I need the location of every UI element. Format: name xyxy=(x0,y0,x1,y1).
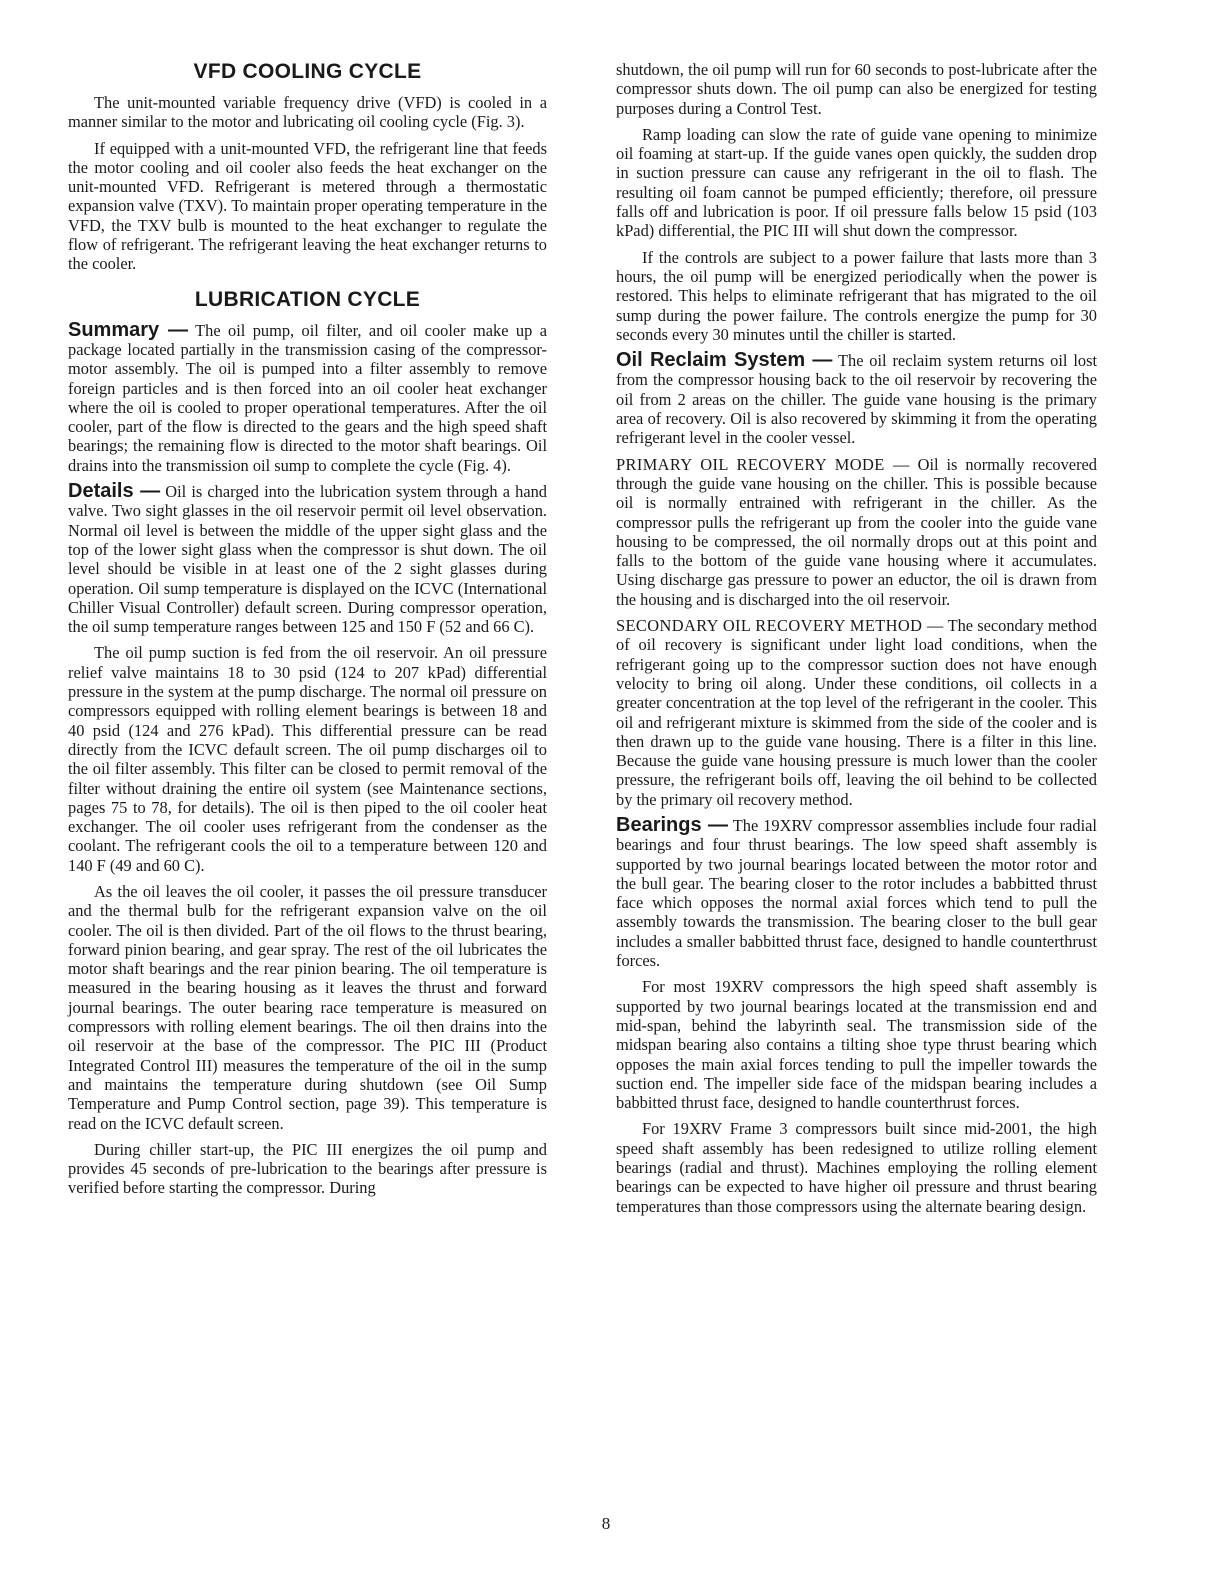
chiller-startup-paragraph: During chiller start-up, the PIC III energizes the oil pump and provides 45 seconds of pre-lubrication to the bearings after pressure is verified before starting the compressor. During xyxy=(68,1139,547,1198)
page-number: 8 xyxy=(601,1514,611,1533)
right-column xyxy=(616,60,1097,1223)
vfd-paragraph-2: If equipped with a unit-mounted VFD, the refrigerant line that feeds the motor cooling and oil cooler also feeds the heat exchanger on the unit-mounted VFD. Refrigerant is metered through a thermostatic expansion valve (TXV). To maintain proper operating temperature in the VFD, the TXV bulb is mounted to the heat exchanger to regulate the flow of refrigerant. The refrigerant leaving the heat exchanger returns to the cooler. xyxy=(68,138,547,274)
primary-recovery-paragraph xyxy=(616,455,1097,609)
left-column xyxy=(68,60,547,1205)
primary-recovery-text: Oil is normally recovered through the guide vane housing on the chiller. This is possible because oil is normally entrained with refrigerant in the chiller. As the compressor pulls the refrigerant up from the cooler into the guide vane housing to be compressed, the oil normally drops out at this point and falls to the bottom of the guide vane housing where it accumulates. Using discharge gas pressure to power an eductor, the oil is drawn from the housing and is discharged into the oil reservoir. xyxy=(616,454,1098,609)
vfd-cooling-cycle-heading: VFD COOLING CYCLE xyxy=(193,60,422,83)
bearings-title: Bearings — xyxy=(616,813,729,836)
primary-recovery-title: PRIMARY OIL RECOVERY MODE — xyxy=(616,454,910,474)
oil-reclaim-text: The oil reclaim system returns oil lost from the compressor housing back to the oil reservoir by recovering the oil from 2 areas on the chiller. The guide vane housing is the primary area of recovery. Oil is also recovered by skimming it from the operating refrigerant level in the cooler vessel. xyxy=(616,351,1097,448)
details-paragraph xyxy=(68,482,547,636)
summary-paragraph xyxy=(68,318,547,475)
vfd-paragraph-1: The unit-mounted variable frequency drive (VFD) is cooled in a manner similar to the motor and lubricating oil cooling cycle (Fig. 3). xyxy=(68,93,547,132)
secondary-recovery-title: SECONDARY OIL RECOVERY METHOD — xyxy=(616,616,944,636)
power-failure-paragraph: If the controls are subject to a power failure that lasts more than 3 hours, the oil pump will be energized periodically when the power is restored. This helps to eliminate refrigerant that has migrated to the oil sump during the power failure. The controls energize the pump for 30 seconds every 30 minutes until the chiller is started. xyxy=(616,247,1097,344)
frame3-paragraph: For 19XRV Frame 3 compressors built since mid-2001, the high speed shaft assembly has been redesigned to utilize rolling element bearings (radial and thrust). Machines employing the rolling element bearings can be expected to have higher oil pressure and thrust bearing temperatures than those compressors using the alternate bearing design. xyxy=(616,1119,1097,1216)
oil-leaves-cooler-paragraph: As the oil leaves the oil cooler, it passes the oil pressure transducer and the thermal bulb for the refrigerant expansion valve on the oil cooler. The oil is then divided. Part of the oil flows to the thrust bearing, forward pinion bearing, and gear spray. The rest of the oil lubricates the motor shaft bearings and the rear pinion bearing. The oil temperature is measured in the bearing housing as it leaves the thrust and forward journal bearings. The outer bearing race temperature is measured on compressors with rolling element bearings. The oil then drains into the oil reservoir at the base of the compressor. The PIC III (Product Integrated Control III) measures the temperature of the oil in the sump and maintains the temperature during shutdown (see Oil Sump Temperature and Pump Control section, page 39). This temperature is read on the ICVC default screen. xyxy=(68,881,547,1133)
high-speed-shaft-paragraph: For most 19XRV compressors the high speed shaft assembly is supported by two journal bearings located at the transmission end and mid-span, behind the labyrinth seal. The transmission side of the midspan bearing also contains a tilting shoe type thrust bearing which opposes the main axial forces tending to pull the impeller towards the suction end. The impeller side face of the midspan bearing includes a babbitted thrust face, designed to handle counterthrust forces. xyxy=(616,977,1097,1113)
shutdown-paragraph: shutdown, the oil pump will run for 60 seconds to post-lubricate after the compressor shuts down. The oil pump can also be energized for testing purposes during a Control Test. xyxy=(616,60,1097,118)
summary-title: Summary — xyxy=(68,318,189,341)
ramp-loading-paragraph: Ramp loading can slow the rate of guide vane opening to minimize oil foaming at start-up. If the guide vanes open quickly, the sudden drop in suction pressure can cause any refrigerant in the oil to flash. The resulting oil foam cannot be pumped efficiently; therefore, oil pressure falls off and lubrication is poor. If oil pressure falls below 15 psid (103 kPad) differential, the PIC III will shut down the compressor. xyxy=(616,124,1097,241)
bearings-text: The 19XRV compressor assemblies include four radial bearings and four thrust bearings. The low speed shaft assembly is supported by two journal bearings located between the motor rotor and the bull gear. The bearing closer to the rotor includes a babbitted thrust face which opposes the normal axial forces which tend to pull the assembly towards the transmission. The bearing closer to the bull gear includes a smaller babbitted thrust face, designed to handle counterthrust forces. xyxy=(616,815,1097,971)
details-text: Oil is charged into the lubrication system through a hand valve. Two sight glasses in the oil reservoir permit oil level observation. Normal oil level is between the middle of the upper sight glass and the top of the lower sight glass when the compressor is shut down. The oil level should be visible in at least one of the 2 sight glasses during operation. Oil sump temperature is displayed on the ICVC (International Chiller Visual Controller) default screen. During compressor operation, the oil sump temperature ranges between 125 and 150 F (52 and 66 C). xyxy=(68,482,547,637)
details-title: Details — xyxy=(68,480,161,503)
summary-text: The oil pump, oil filter, and oil cooler make up a package located partially in the transmission casing of the compressor-motor assembly. The oil is pumped into a filter assembly to remove foreign particles and is then forced into an oil cooler heat exchanger where the oil is cooled to proper operational temperatures. After the oil cooler, part of the flow is directed to the gears and the high speed shaft bearings; the remaining flow is directed to the motor shaft bearings. Oil drains into the transmission oil sump to complete the cycle (Fig. 4). xyxy=(68,320,547,475)
oil-reclaim-paragraph xyxy=(616,351,1097,447)
secondary-recovery-text: The secondary method of oil recovery is significant under light load conditions, when the refrigerant going up to the compressor suction does not have enough velocity to bring oil along. Under these conditions, oil collects in a greater concentration at the top level of the refrigerant in the cooler. This oil and refrigerant mixture is skimmed from the side of the cooler and is then drawn up to the guide vane housing. There is a filter in this line. Because the guide vane housing pressure is much lower than the cooler pressure, the refrigerant boils off, leaving the oil behind to be collected by the primary oil recovery method. xyxy=(616,616,1097,809)
bearings-paragraph xyxy=(616,813,1097,971)
oil-pump-suction-paragraph: The oil pump suction is fed from the oil reservoir. An oil pressure relief valve maintains 18 to 30 psid (124 to 207 kPad) differential pressure in the system at the pump discharge. The normal oil pressure on compressors equipped with rolling element bearings is between 18 and 40 psid (124 and 276 kPad). This differential pressure can be read directly from the ICVC default screen. The oil pump discharges oil to the oil filter assembly. This filter can be closed to permit removal of the filter without draining the entire oil system (see Maintenance sections, pages 75 to 78, for details). The oil is then piped to the oil cooler heat exchanger. The oil cooler uses refrigerant from the condenser as the coolant. The refrigerant cools the oil to a temperature between 120 and 140 F (49 and 60 C). xyxy=(68,643,547,875)
lubrication-cycle-heading: LUBRICATION CYCLE xyxy=(194,287,421,311)
oil-reclaim-title: Oil Reclaim System — xyxy=(616,349,833,372)
secondary-recovery-paragraph xyxy=(616,616,1097,809)
